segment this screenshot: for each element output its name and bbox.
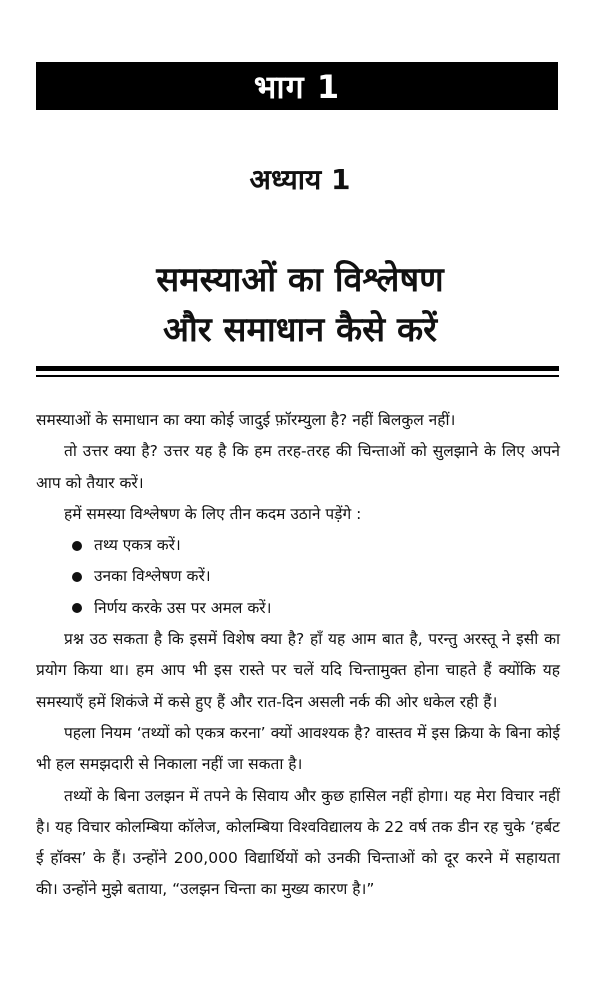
paragraph-6: तथ्यों के बिना उलझन में तपने के सिवाय और कुछ हासिल नहीं होगा। यह मेरा विचार नहीं है। यह विचार कोलम्बिया कॉलेज, कोलम्बिया विश्वविद्यालय के 22 वर्ष तक डीन रह चुके ‘हर्बट ई हॉक्स’ के हैं। उन्होंने 200,000 विद्यार्थियों को उनकी चिन्ताओं को दूर करने में सहायता की। उन्होंने मुझे बताया, “उलझन चिन्ता का मुख्य कारण है।” [36,786,560,899]
chapter-number: अध्याय 1 [249,163,351,196]
title-rule-thick [36,366,559,371]
paragraph-2: तो उत्तर क्या है? उत्तर यह है कि हम तरह-तरह की चिन्ताओं को सुलझाने के लिए अपने आप को तैयार करें। [36,442,560,492]
list-item-text: निर्णय करके उस पर अमल करें। [94,598,272,617]
steps-list [36,530,560,624]
bullet-icon [72,603,82,613]
body-text [36,405,560,906]
list-item-text: तथ्य एकत्र करें। [94,536,181,555]
paragraph-5: पहला नियम ‘तथ्यों को एकत्र करना’ क्यों आवश्यक है? वास्तव में इस क्रिया के बिना कोई भी हल समझदारी से निकाला नहीं जा सकता है। [36,723,560,774]
chapter-title-line-2: और समाधान कैसे करें [162,310,438,350]
chapter-title [0,255,600,355]
list-item [36,561,560,592]
paragraph-1: समस्याओं के समाधान का क्या कोई जादुई फ़ॉरम्युला है? नहीं बिलकुल नहीं। [36,411,456,429]
list-item [36,593,560,624]
chapter-title-line-1: समस्याओं का विश्लेषण [156,260,444,300]
list-item [36,530,560,561]
part-banner [36,62,558,110]
list-item-text: उनका विश्लेषण करें। [94,567,211,586]
paragraph-3: हमें समस्या विश्लेषण के लिए तीन कदम उठाने पड़ेंगे : [64,504,362,523]
part-banner-label: भाग 1 [253,67,341,106]
bullet-icon [72,541,82,551]
bullet-icon [72,572,82,582]
title-rule-thin [36,375,559,377]
paragraph-4: प्रश्न उठ सकता है कि इसमें विशेष क्या है? हाँ यह आम बात है, परन्तु अरस्तू ने इसी का प्रयोग किया था। हम आप भी इस रास्ते पर चलें यदि चिन्तामुक्त होना चाहते हैं क्योंकि यह समस्याएँ हमें शिकंजे में कसे हुए हैं और रात-दिन असली नर्क की ओर धकेल रही हैं। [36,630,560,711]
